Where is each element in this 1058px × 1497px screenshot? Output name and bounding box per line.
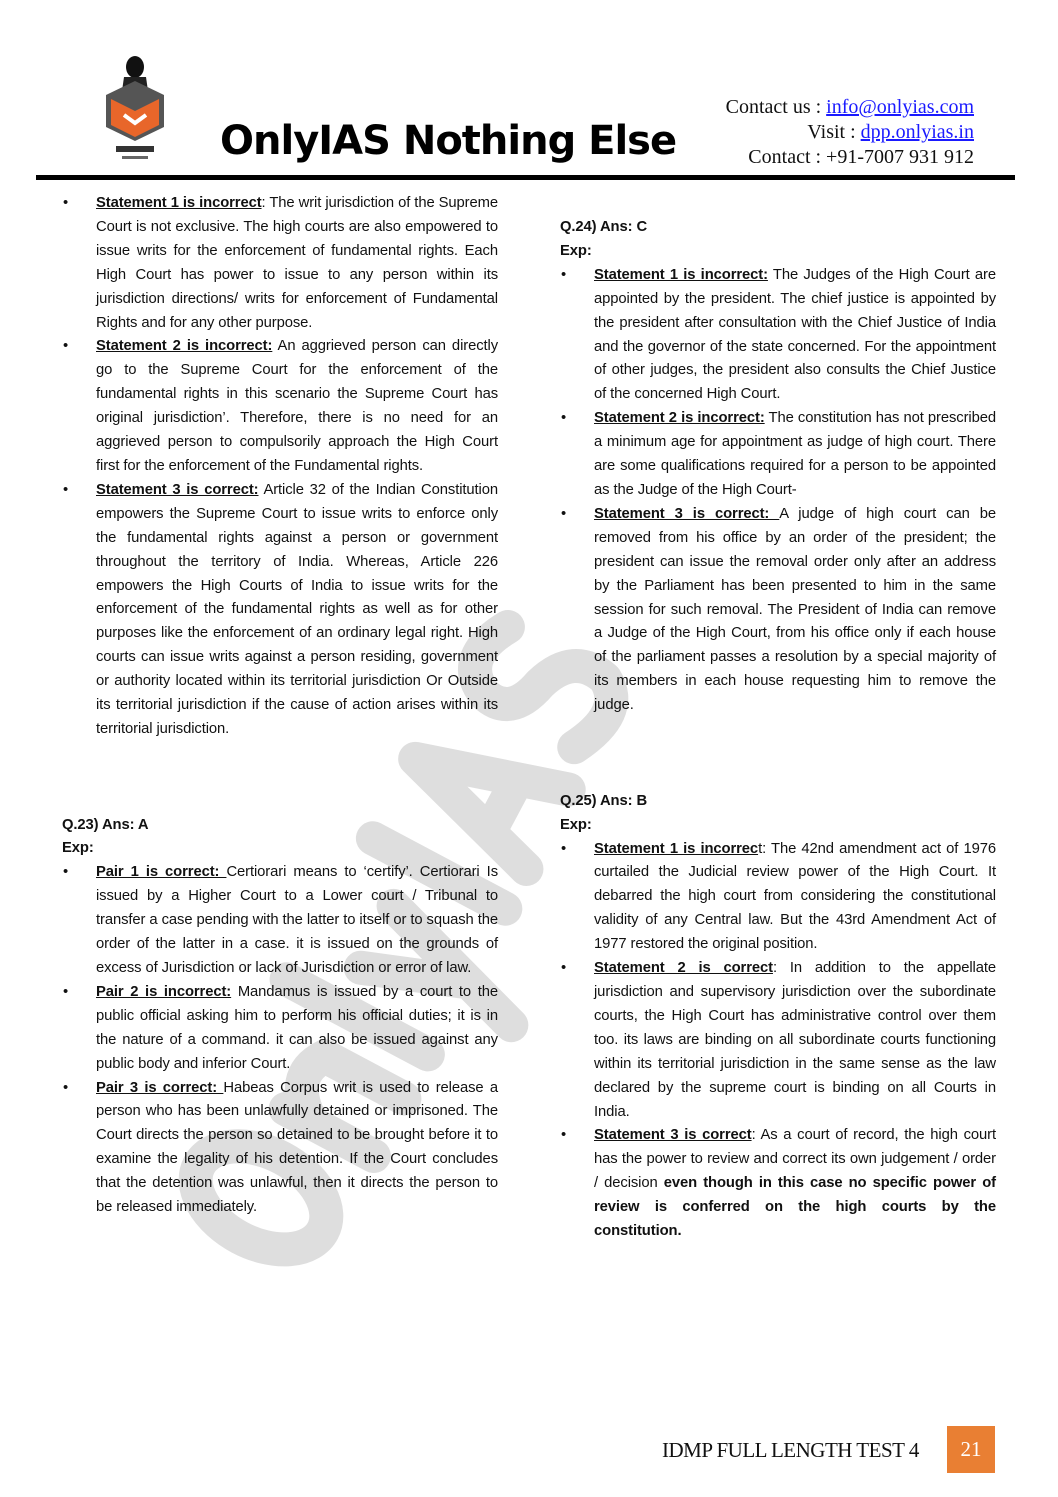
- phone: Contact : +91-7007 931 912: [748, 146, 974, 168]
- contact-block: [726, 95, 974, 170]
- statement-label: Statement 3 is correct:: [96, 481, 259, 498]
- list-item: [560, 503, 996, 718]
- onlyias-logo: [102, 55, 168, 163]
- statement-label: Statement 2 is correct: [594, 960, 773, 977]
- statement-label: Statement 3 is correct:: [594, 505, 780, 522]
- statement-text: A judge of high court can be removed from his office by an order of the president; the president can issue the removal order only after an address by the Parliament has been presented to him in the same session for such removal. The President of India can remove a Judge of the High Court, from his office only if each house of the parliament passes a resolution by a special majority of its members in each house requesting him to remove the judge.: [594, 505, 997, 714]
- right-column: [560, 216, 996, 1244]
- statement-label: Statement 1 is incorrect: [96, 195, 262, 211]
- left-column: [62, 192, 498, 1220]
- q25-explanation-list: [560, 838, 996, 1244]
- statement-text: Mandamus is issued by a court to the public official asking him to perform his official duties; it is in the nature of a command. it can also be issued against any public body and inferior Court.: [96, 983, 498, 1072]
- website-link[interactable]: dpp.onlyias.in: [860, 121, 974, 143]
- visit-label: Visit :: [807, 121, 861, 143]
- contact-us-label: Contact us :: [725, 96, 827, 118]
- footer-title: IDMP FULL LENGTH TEST 4: [662, 1438, 919, 1462]
- list-item: [560, 838, 996, 958]
- exp-label: Exp:: [560, 816, 592, 833]
- page-number: 21: [947, 1426, 995, 1473]
- email-link[interactable]: info@onlyias.com: [826, 96, 974, 118]
- header-divider: [36, 175, 1015, 180]
- statement-text: Article 32 of the Indian Constitution empowers the Supreme Court to issue writs to enforce only the fundamental rights against a person or government throughout the territory of India. Whereas, Article 226 empowers the High Courts of India to issue writs for the enforcement of the fundamental rights as well as for other purposes like the enforcement of an ordinary legal right. High courts can issue writs against a person residing, government or authority located within its territorial jurisdiction Or Outside its territorial jurisdiction if the cause of action arises within its territorial jurisdiction.: [96, 481, 498, 737]
- statement-label: Pair 1 is correct:: [96, 864, 227, 881]
- statement-label: Statement 3 is correct: [594, 1127, 752, 1144]
- brand-title: OnlyIAS Nothing Else: [220, 118, 677, 164]
- statement-text: The constitution has not prescribed a minimum age for appointment as judge of high court. There are some qualifications required for a person to be appointed as the Judge of the High Court-: [594, 410, 996, 498]
- statement-label: Statement 2 is incorrect:: [96, 338, 273, 355]
- q24-explanation-list: [560, 264, 996, 718]
- list-item: [560, 1124, 996, 1244]
- statement-text: Habeas Corpus writ is used to release a person who has been unlawfully detained or imprisoned. The Court directs the person so detained to be brought before it to examine the legality of his detention. If the Court concludes that the detention was unlawful, then it directs the person to be released immediately.: [96, 1079, 498, 1216]
- statement-text: t: The 42nd amendment act of 1976 curtailed the Judicial review power of the High Court. It debarred the high court from considering the constitutional validity of any Central law. But the 43rd Amendment Act of 1977 restored the original position.: [594, 840, 996, 953]
- statement-bold-text: even though in this case no specific power of review is conferred on the high courts by the constitution.: [594, 1175, 996, 1240]
- list-item: [62, 192, 498, 335]
- statement-label: Statement 1 is incorrect:: [594, 266, 768, 283]
- exp-label: Exp:: [560, 242, 592, 259]
- statement-text: An aggrieved person can directly go to the Supreme Court for the enforcement of the fundamental rights in this scenario the Supreme Court has original jurisdiction’. Therefore, there is no need for an aggrieved person to compulsorily approach the High Court first for the enforcement of the Fundamental rights.: [96, 338, 499, 474]
- list-item: [62, 1077, 498, 1220]
- question-title: Q.23) Ans: A: [62, 816, 149, 833]
- statement-label: Statement 2 is incorrect:: [594, 410, 765, 427]
- statement-label: Pair 2 is incorrect:: [96, 983, 232, 1000]
- question-title: Q.24) Ans: C: [560, 219, 648, 235]
- statement-label: Statement 1 is incorrec: [594, 840, 759, 857]
- statement-text: : The writ jurisdiction of the Supreme Court is not exclusive. The high courts are also empowered to issue writs for the enforcement of fundamental rights. Each High Court has power to issue to any person within its jurisdiction directions/ writs for enforcement of Fundamental Rights and for any other purpose.: [96, 195, 498, 331]
- list-item: [62, 981, 498, 1077]
- list-item: [62, 861, 498, 981]
- list-item: [62, 335, 498, 478]
- list-item: [560, 407, 996, 503]
- list-item: [560, 957, 996, 1124]
- list-item: [560, 264, 996, 407]
- list-item: [62, 479, 498, 742]
- statement-text: : As a court of record, the high court has the power to review and correct its own judgement / order / decision: [594, 1127, 996, 1192]
- q23-explanation-list: [62, 861, 498, 1220]
- statement-text: Certiorari means to ‘certify’. Certiorari Is issued by a Higher Court to a Lower court / Tribunal to transfer a case pending with the latter to itself or to squash the order of the latter in a case. it is issued on the grounds of excess of Jurisdiction or lack of Jurisdiction or error of law.: [96, 864, 498, 976]
- question-title: Q.25) Ans: B: [560, 792, 648, 809]
- statement-label: Pair 3 is correct:: [96, 1079, 224, 1096]
- statement-text: : In addition to the appellate jurisdiction and supervisory jurisdiction over the subordinate courts, the High Court has administrative control over them too. its laws are binding on all subordinate courts functioning within its territorial jurisdiction in the same sense as the law declared by the supreme court is binding on all Courts in India.: [594, 960, 996, 1120]
- statement-text: The Judges of the High Court are appointed by the president. The chief justice is appointed by the president after consultation with the Chief Justice of India and the governor of the state concerned. For the appointment of other judges, the president also consults the Chief Justice of the concerned High Court.: [594, 266, 996, 403]
- exp-label: Exp:: [62, 840, 94, 857]
- q22-explanation-list: [62, 192, 498, 742]
